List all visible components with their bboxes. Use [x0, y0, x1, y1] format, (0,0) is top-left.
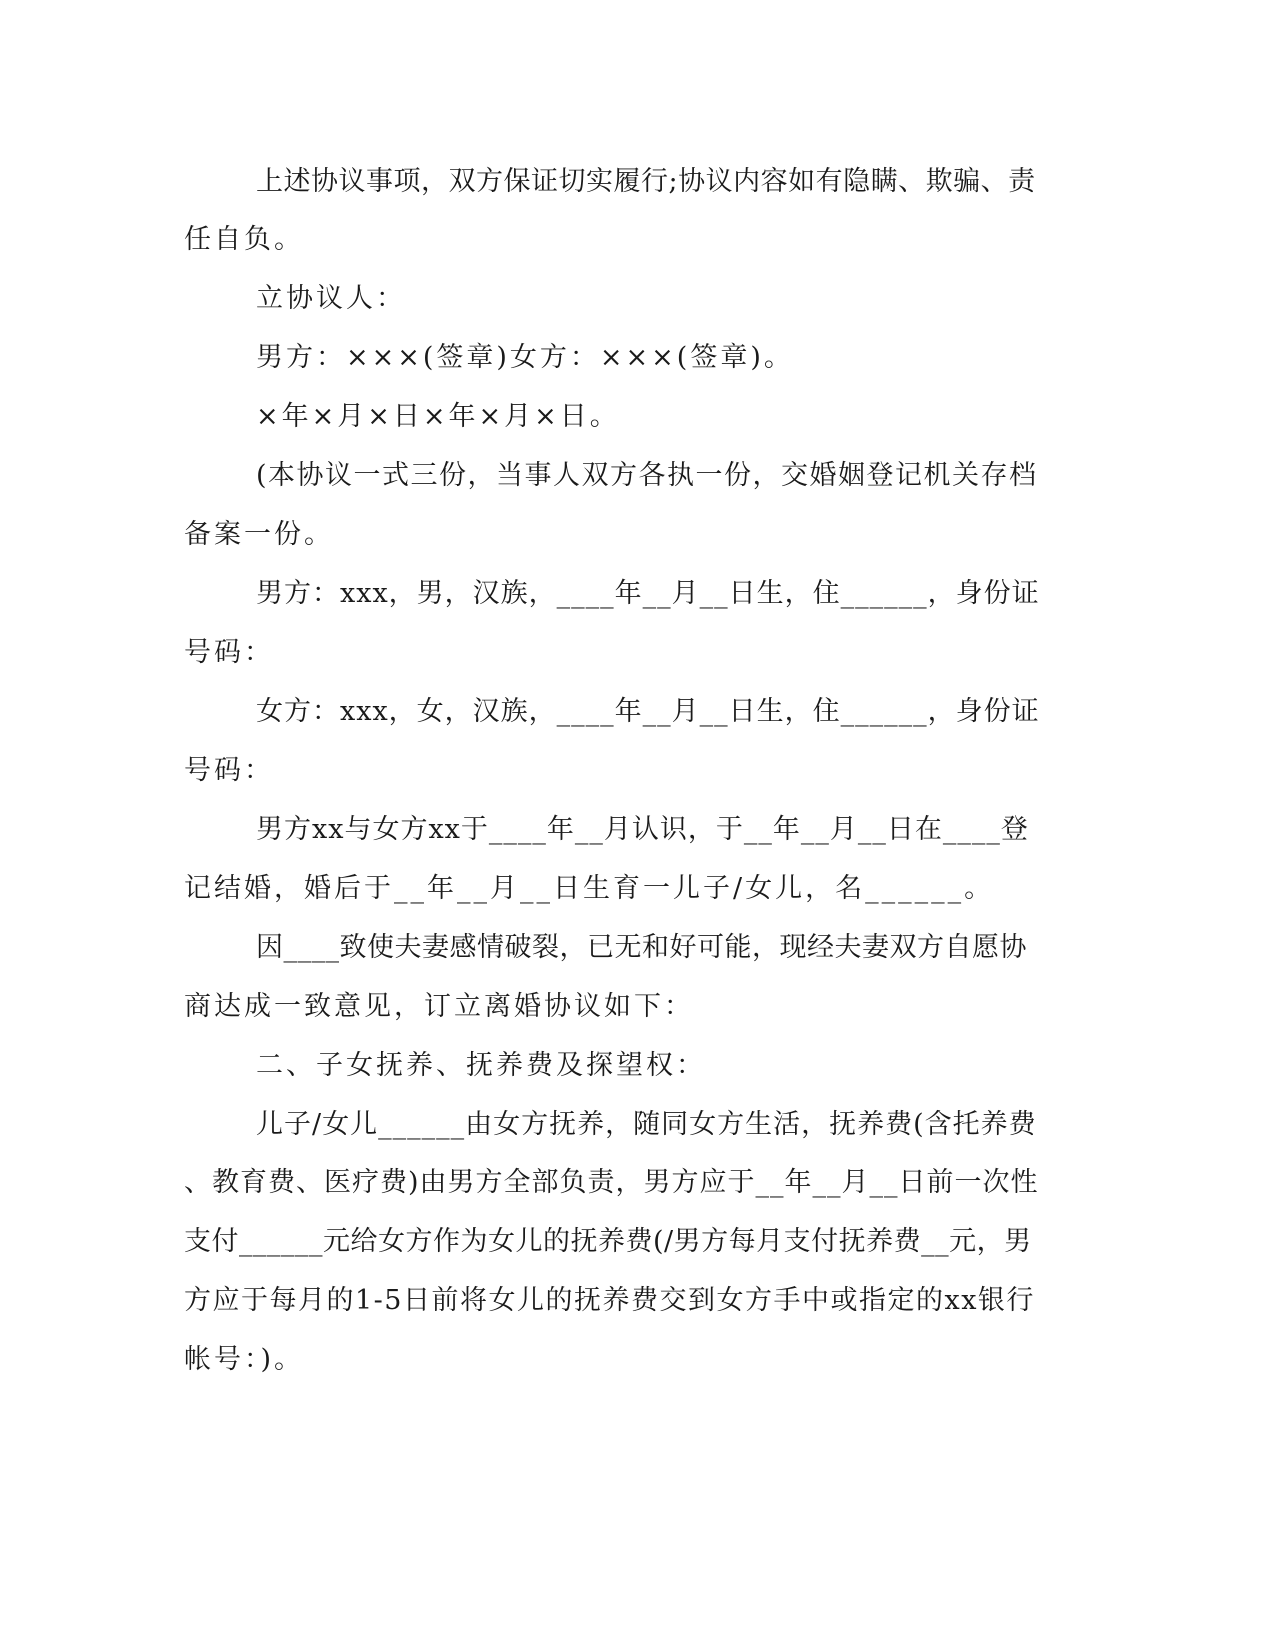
section-two-heading: 二、子女抚养、抚养费及探望权：	[256, 1050, 706, 1081]
marriage-history-line-2: 记结婚，婚后于__年__月__日生育一儿子/女儿，名______。	[184, 873, 995, 904]
copies-note-line-1: (本协议一式三份，当事人双方各执一份，交婚姻登记机关存档	[256, 460, 1038, 491]
male-party-line-2: 号码：	[184, 637, 274, 668]
date-line: ×年×月×日×年×月×日。	[256, 401, 620, 432]
copies-note-line-2: 备案一份。	[184, 519, 334, 550]
reason-line-2: 商达成一致意见，订立离婚协议如下：	[184, 991, 694, 1022]
signature-line: 男方：×××(签章)女方：×××(签章)。	[256, 342, 794, 373]
custody-line-2: 、教育费、医疗费)由男方全部负责，男方应于__年__月__日前一次性	[184, 1167, 1039, 1198]
female-party-line-2: 号码：	[184, 755, 274, 786]
custody-line-5: 帐号：)。	[184, 1344, 305, 1375]
custody-line-3: 支付______元给女方作为女儿的抚养费(/男方每月支付抚养费__元，男	[184, 1226, 1032, 1257]
paragraph-agreement-line-1: 上述协议事项，双方保证切实履行;协议内容如有隐瞒、欺骗、责	[256, 166, 1036, 197]
reason-line-1: 因____致使夫妻感情破裂，已无和好可能，现经夫妻双方自愿协	[256, 932, 1027, 963]
male-party-line-1: 男方：xxx，男，汉族，____年__月__日生，住______，身份证	[256, 578, 1040, 609]
marriage-history-line-1: 男方xx与女方xx于____年__月认识，于__年__月__日在____登	[256, 814, 1029, 845]
custody-line-1: 儿子/女儿______由女方抚养，随同女方生活，抚养费(含托养费	[256, 1109, 1037, 1140]
paragraph-agreement-line-2: 任自负。	[184, 224, 304, 255]
signatories-heading: 立协议人：	[256, 283, 406, 314]
custody-line-4: 方应于每月的1-5日前将女儿的抚养费交到女方手中或指定的xx银行	[184, 1285, 1035, 1316]
female-party-line-1: 女方：xxx，女，汉族，____年__月__日生，住______，身份证	[256, 696, 1040, 727]
